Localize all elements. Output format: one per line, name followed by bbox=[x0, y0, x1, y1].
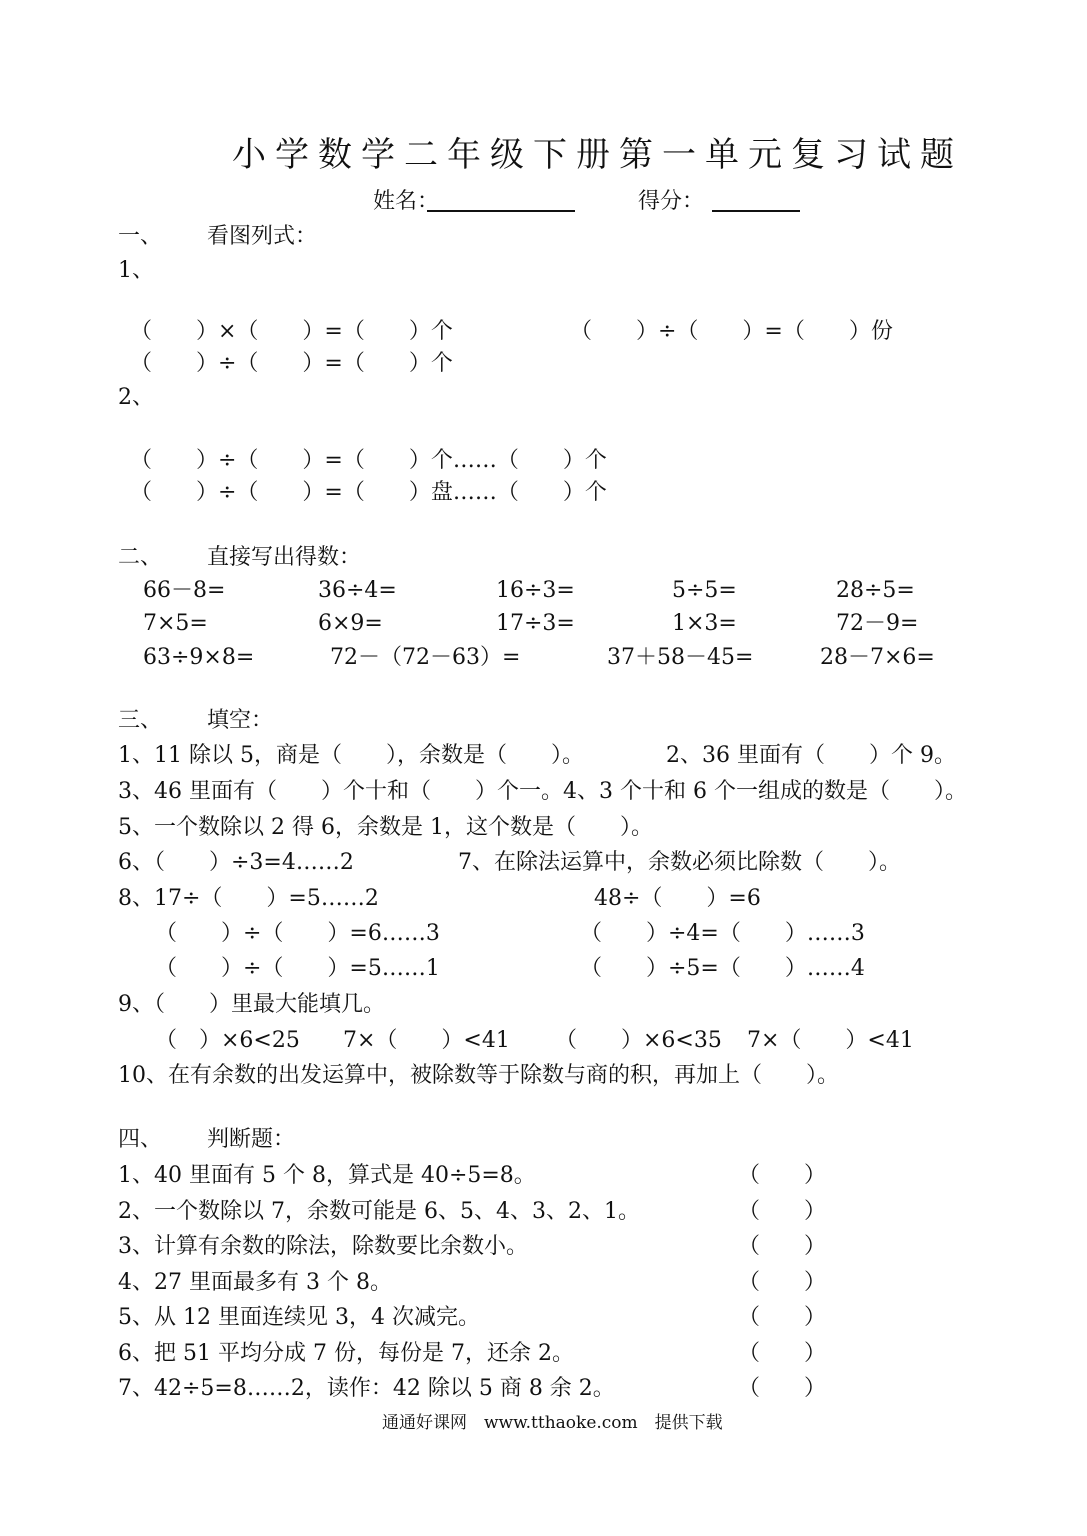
fill-item: 3、46 里面有（ ）个十和（ ）个一。4、3 个十和 6 个一组成的数是（ ）。 bbox=[118, 779, 967, 804]
judge-answer-paren[interactable]: （ ） bbox=[738, 1341, 827, 1366]
calc-item: 6×9= bbox=[318, 611, 383, 636]
section4-number: 四、 bbox=[118, 1127, 163, 1152]
calc-item: 7×5= bbox=[143, 611, 208, 636]
fill-item: 1、11 除以 5，商是（ ），余数是（ ）。 bbox=[118, 743, 584, 768]
calc-item: 28－7×6= bbox=[820, 645, 935, 670]
section1-number: 一、 bbox=[118, 224, 163, 249]
fill-item: 10、在有余数的出发运算中，被除数等于除数与商的积，再加上（ ）。 bbox=[118, 1063, 839, 1088]
calc-item: 17÷3= bbox=[496, 611, 575, 636]
judge-answer-paren[interactable]: （ ） bbox=[738, 1234, 827, 1259]
s1-q2-number: 2、 bbox=[118, 385, 154, 410]
name-blank[interactable] bbox=[427, 210, 575, 212]
fill-item: 9、（ ）里最大能填几。 bbox=[118, 992, 385, 1017]
s1-q2-line2: （ ）÷（ ）=（ ）盘……（ ）个 bbox=[130, 480, 607, 505]
judge-item: 1、40 里面有 5 个 8，算式是 40÷5=8。 bbox=[118, 1163, 536, 1188]
fill-item: （ ）×6<25 bbox=[155, 1028, 300, 1053]
page-title: 小学数学二年级下册第一单元复习试题 bbox=[232, 135, 963, 175]
s1-q1-line1b: （ ）÷（ ）=（ ）份 bbox=[570, 319, 893, 344]
judge-answer-paren[interactable]: （ ） bbox=[738, 1376, 827, 1401]
s1-q1-number: 1、 bbox=[118, 258, 154, 283]
calc-item: 5÷5= bbox=[672, 578, 737, 603]
score-blank[interactable] bbox=[712, 210, 800, 212]
judge-answer-paren[interactable]: （ ） bbox=[738, 1270, 827, 1295]
calc-item: 72－（72－63）= bbox=[330, 645, 521, 670]
fill-item: 48÷（ ）=6 bbox=[594, 886, 761, 911]
section2-number: 二、 bbox=[118, 545, 163, 570]
fill-item: 7×（ ）<41 bbox=[343, 1028, 510, 1053]
fill-item: 5、一个数除以 2 得 6，余数是 1，这个数是（ ）。 bbox=[118, 815, 653, 840]
calc-item: 16÷3= bbox=[496, 578, 575, 603]
fill-item: 8、17÷（ ）=5……2 bbox=[118, 886, 379, 911]
fill-item: 7、在除法运算中，余数必须比除数（ ）。 bbox=[458, 850, 901, 875]
section1-heading: 看图列式： bbox=[207, 224, 318, 249]
judge-answer-paren[interactable]: （ ） bbox=[738, 1305, 827, 1330]
fill-item: （ ）×6<35 bbox=[555, 1028, 722, 1053]
section3-number: 三、 bbox=[118, 708, 163, 733]
calc-item: 66－8= bbox=[143, 578, 226, 603]
fill-item: （ ）÷（ ）=5……1 bbox=[155, 956, 440, 981]
calc-item: 36÷4= bbox=[318, 578, 397, 603]
judge-item: 2、一个数除以 7，余数可能是 6、5、4、3、2、1。 bbox=[118, 1199, 640, 1224]
footer-credit: 通通好课网 www.tthaoke.com 提供下载 bbox=[382, 1413, 723, 1433]
fill-item: 2、36 里面有（ ）个 9。 bbox=[666, 743, 956, 768]
fill-item: （ ）÷5=（ ）……4 bbox=[580, 956, 865, 981]
fill-item: （ ）÷（ ）=6……3 bbox=[155, 921, 440, 946]
s1-q1-line1a: （ ）×（ ）=（ ）个 bbox=[130, 319, 453, 344]
section2-heading: 直接写出得数： bbox=[207, 545, 362, 570]
judge-item: 3、计算有余数的除法，除数要比余数小。 bbox=[118, 1234, 528, 1259]
judge-answer-paren[interactable]: （ ） bbox=[738, 1163, 827, 1188]
judge-item: 7、42÷5=8……2，读作：42 除以 5 商 8 余 2。 bbox=[118, 1376, 615, 1401]
section3-heading: 填空： bbox=[207, 708, 274, 733]
fill-item: 6、（ ）÷3=4……2 bbox=[118, 850, 354, 875]
judge-item: 5、从 12 里面连续见 3，4 次减完。 bbox=[118, 1305, 480, 1330]
s1-q2-line1: （ ）÷（ ）=（ ）个……（ ）个 bbox=[130, 448, 607, 473]
section4-heading: 判断题： bbox=[207, 1127, 296, 1152]
calc-item: 37＋58－45= bbox=[607, 645, 754, 670]
s1-q1-line2: （ ）÷（ ）=（ ）个 bbox=[130, 351, 453, 376]
fill-item: 7×（ ）<41 bbox=[747, 1028, 914, 1053]
calc-item: 1×3= bbox=[672, 611, 737, 636]
fill-item: （ ）÷4=（ ）……3 bbox=[580, 921, 865, 946]
judge-item: 6、把 51 平均分成 7 份，每份是 7，还余 2。 bbox=[118, 1341, 574, 1366]
name-label: 姓名： bbox=[373, 189, 440, 214]
calc-item: 28÷5= bbox=[836, 578, 915, 603]
calc-item: 63÷9×8= bbox=[143, 645, 255, 670]
judge-answer-paren[interactable]: （ ） bbox=[738, 1199, 827, 1224]
judge-item: 4、27 里面最多有 3 个 8。 bbox=[118, 1270, 392, 1295]
score-label: 得分： bbox=[638, 189, 705, 214]
calc-item: 72－9= bbox=[836, 611, 919, 636]
